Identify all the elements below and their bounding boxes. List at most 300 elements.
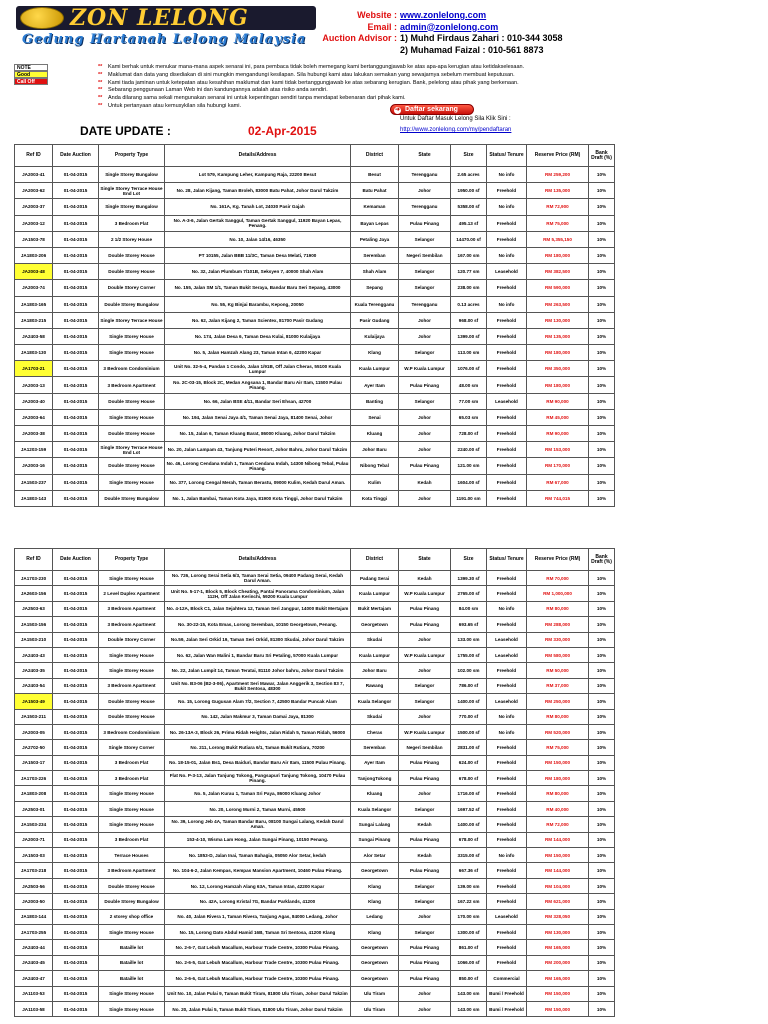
table-cell: 01-04-2015 — [53, 458, 99, 474]
table-cell: RM 144,000 — [527, 832, 589, 847]
table-cell: 01-04-2015 — [53, 264, 99, 280]
table-cell: Freehold — [487, 345, 527, 361]
table-cell: 10% — [589, 247, 615, 263]
table-cell: Freehold — [487, 312, 527, 328]
table-row[interactable] — [15, 755, 615, 770]
table-cell: 170.00 sm — [451, 909, 487, 924]
table-cell: Double Storey House — [99, 264, 165, 280]
table-cell: 10% — [589, 940, 615, 955]
table-cell: 10% — [589, 986, 615, 1001]
table-cell: Selangor — [399, 678, 451, 693]
column-header: Details/Address — [165, 145, 351, 167]
table-cell: RM 621,000 — [527, 894, 589, 909]
table-row[interactable] — [15, 740, 615, 755]
table-cell: No. 1, Jalan Bambai, Taman Kota Jaya, 81900 Kota Tinggi, Johor Darul Takzim — [165, 490, 351, 506]
table-cell: No. 20, Jalan Pulai 5, Taman Bukit Tiram, 81800 Ulu Tiram, Johor Darul Takzim — [165, 1001, 351, 1016]
table-cell: Single Storey House — [99, 328, 165, 344]
table-cell: 01-04-2015 — [53, 199, 99, 215]
table-cell: No. 104-6-2, Jalan Kempas, Kempas Mansion Apartment, 10460 Pulau Pinang. — [165, 863, 351, 878]
table-cell: Terrace Houses — [99, 848, 165, 863]
table-cell: RM 150,000 — [527, 1001, 589, 1016]
table-cell: Single Storey House — [99, 786, 165, 801]
column-header: Reserve Price (RM) — [527, 145, 589, 167]
column-header: Status/ Tenure — [487, 549, 527, 571]
table-row[interactable] — [15, 786, 615, 801]
table-row[interactable] — [15, 632, 615, 647]
table-row[interactable] — [15, 490, 615, 506]
table-cell: 48.00 sm — [451, 377, 487, 393]
table-cell: 1697.52 sf — [451, 801, 487, 816]
table-cell: 10% — [589, 328, 615, 344]
table-cell: Seremban — [351, 740, 399, 755]
table-cell: JA2503-63 — [15, 601, 53, 616]
table-row[interactable] — [15, 724, 615, 739]
table-cell: Single Storey House — [99, 409, 165, 425]
table-cell: No. 5, Jalan Hamzah Alang 23, Taman Intan 6, 42200 Kapar — [165, 345, 351, 361]
table-row[interactable] — [15, 647, 615, 662]
table-cell: 01-04-2015 — [53, 328, 99, 344]
table-row[interactable] — [15, 442, 615, 458]
table-cell: 10% — [589, 393, 615, 409]
table-row[interactable] — [15, 601, 615, 616]
table-cell: 120.77 sm — [451, 264, 487, 280]
table-cell: Freehold — [487, 361, 527, 377]
table-cell: Freehold — [487, 183, 527, 199]
email-link[interactable]: admin@zonlelong.com — [400, 21, 499, 32]
table-cell: 238.00 sm — [451, 280, 487, 296]
table-cell: Double Storey House — [99, 709, 165, 724]
table-cell: 01-04-2015 — [53, 601, 99, 616]
table-cell: 3 Bedroom Flat — [99, 215, 165, 231]
table-cell: Georgetown — [351, 940, 399, 955]
table-cell: Kuala Lumpur — [351, 647, 399, 662]
table-cell: Double Storey Bungalow — [99, 894, 165, 909]
table-row[interactable] — [15, 328, 615, 344]
table-row[interactable] — [15, 586, 615, 601]
legend-good: Good — [14, 71, 48, 78]
table-row[interactable] — [15, 848, 615, 863]
table-cell: 10% — [589, 377, 615, 393]
table-cell: JA2403-35 — [15, 663, 53, 678]
table-cell: No. 726, Lorong Serai Setia 6/3, Taman Serai Setia, 09400 Padang Serai, Kedah Darul Aman. — [165, 571, 351, 586]
table-row[interactable] — [15, 215, 615, 231]
table-cell: JA2003-40 — [15, 393, 53, 409]
table-cell: No. 15, Lorong Gugusan Alam 7/2, Section 7, 42500 Bandar Puncak Alam — [165, 694, 351, 709]
daftar-label: Daftar sekarang — [405, 106, 458, 113]
table-cell: Single Storey House — [99, 345, 165, 361]
table-cell: Shah Alam — [351, 264, 399, 280]
table-cell: 1755.00 sf — [451, 647, 487, 662]
table-cell: 786.00 sf — [451, 678, 487, 693]
note-item — [98, 80, 768, 88]
table-cell: 143.00 sm — [451, 1001, 487, 1016]
table-cell: 01-04-2015 — [53, 617, 99, 632]
table-cell: JA1503-17 — [15, 755, 53, 770]
table-cell: RM 80,000 — [527, 601, 589, 616]
table-cell: 01-04-2015 — [53, 724, 99, 739]
table-cell: JA2003-50 — [15, 894, 53, 909]
table-cell: 3315.00 sf — [451, 848, 487, 863]
table-cell: Nibong Tebal — [351, 458, 399, 474]
table-cell: Kuala Selangor — [351, 801, 399, 816]
table-row[interactable] — [15, 955, 615, 970]
legend — [14, 64, 48, 85]
table-cell: RM 288,000 — [527, 617, 589, 632]
table-cell: 01-04-2015 — [53, 955, 99, 970]
table-cell: Lot 579, Kampung Leher, Kampung Raja, 22200 Besut — [165, 167, 351, 183]
table-row[interactable] — [15, 663, 615, 678]
table-cell: Johor — [399, 490, 451, 506]
table-row[interactable] — [15, 377, 615, 393]
table-cell: 01-04-2015 — [53, 312, 99, 328]
table-row[interactable] — [15, 709, 615, 724]
table-cell: No. 46, Lorong Cendana Indah 1, Taman Cendana Indah, 14300 Nibong Tebal, Pulau Pinang. — [165, 458, 351, 474]
table-row[interactable] — [15, 894, 615, 909]
table-row[interactable] — [15, 264, 615, 280]
table-cell: Pulau Pinang — [399, 955, 451, 970]
table-cell: RM 259,200 — [527, 167, 589, 183]
table-row[interactable] — [15, 345, 615, 361]
table-row[interactable] — [15, 801, 615, 816]
table-cell: W.P Kuala Lumpur — [399, 724, 451, 739]
table-cell: W.P Kuala Lumpur — [399, 586, 451, 601]
table-row[interactable] — [15, 771, 615, 786]
table-cell: No info — [487, 296, 527, 312]
table-cell: RM 144,000 — [527, 863, 589, 878]
table-cell: No. 66, Jalan BSE 4/11, Bandar Seri Ehsan, 42700 — [165, 393, 351, 409]
table-cell: 167.22 sm — [451, 894, 487, 909]
table-cell: JA2003-48 — [15, 264, 53, 280]
table-cell: Ulu Tiram — [351, 1001, 399, 1016]
table-cell: Single Storey Bungalow — [99, 199, 165, 215]
table-cell: Negeri Sembilan — [399, 740, 451, 755]
table-cell: 10% — [589, 571, 615, 586]
table-cell: Terengganu — [399, 199, 451, 215]
table-cell: Freehold — [487, 663, 527, 678]
table-cell: 10% — [589, 409, 615, 425]
table-cell: 01-04-2015 — [53, 678, 99, 693]
table-cell: Klang — [351, 924, 399, 939]
table-cell: 10% — [589, 801, 615, 816]
table-cell: RM 330,000 — [527, 632, 589, 647]
table-cell: 14470.00 sf — [451, 231, 487, 247]
table-cell: Freehold — [487, 755, 527, 770]
table-row[interactable] — [15, 817, 615, 832]
table-cell: No. 18-15-01, Jalan Bs1, Desa Baiduri, Bandar Baru Air Itam, 11500 Pulau Pinang. — [165, 755, 351, 770]
table-row[interactable] — [15, 280, 615, 296]
table-cell: Selangor — [399, 878, 451, 893]
table-cell: JA1803-206 — [15, 247, 53, 263]
table-cell: 3 Bedroom Apartment — [99, 601, 165, 616]
table-row[interactable] — [15, 183, 615, 199]
table-row[interactable] — [15, 940, 615, 955]
table-row[interactable] — [15, 971, 615, 986]
register-link[interactable]: http://www.zonlelong.com/my/pendaftaran — [400, 127, 512, 133]
column-header: Status/ Tenure — [487, 145, 527, 167]
table-cell: Ulu Tiram — [351, 986, 399, 1001]
email-label: Email : — [367, 21, 397, 32]
table-cell: RM 130,000 — [527, 312, 589, 328]
table-cell: No. 12, Lorong Hamzah Alang 63A, Taman Intan, 42200 Kapar — [165, 878, 351, 893]
table-cell: Pulau Pinang — [399, 755, 451, 770]
table-cell: RM 180,000 — [527, 377, 589, 393]
table-cell: RM 590,000 — [527, 280, 589, 296]
table-cell: Single Storey Bungalow — [99, 167, 165, 183]
table-cell: Double Storey House — [99, 426, 165, 442]
table-row[interactable] — [15, 571, 615, 586]
table-cell: Sungai Pinang — [351, 832, 399, 847]
table-row[interactable] — [15, 296, 615, 312]
table-cell: RM 250,000 — [527, 694, 589, 709]
table-cell: Johor — [399, 663, 451, 678]
table-cell: 01-04-2015 — [53, 490, 99, 506]
table-cell: 1500.00 sf — [451, 724, 487, 739]
table-cell: RM 37,000 — [527, 678, 589, 693]
table-cell: 102.00 sm — [451, 663, 487, 678]
table-cell: 01-04-2015 — [53, 848, 99, 863]
table-cell: Kulim — [351, 474, 399, 490]
table-cell: JA2503-01 — [15, 801, 53, 816]
table-cell: Klang — [351, 345, 399, 361]
table-cell: Freehold — [487, 409, 527, 425]
table-cell: Freehold — [487, 280, 527, 296]
table-cell: Johor — [399, 632, 451, 647]
table-cell: 10% — [589, 474, 615, 490]
column-header: State — [399, 145, 451, 167]
zon-lelong-logo — [16, 6, 336, 50]
table-cell: Freehold — [487, 940, 527, 955]
table-row[interactable] — [15, 361, 615, 377]
table-cell: Johor — [399, 442, 451, 458]
table-cell: 113.00 sm — [451, 345, 487, 361]
table-cell: 678.00 sf — [451, 771, 487, 786]
table-cell: Double Storey Bungalow — [99, 296, 165, 312]
table-row[interactable] — [15, 878, 615, 893]
table-cell: Freehold — [487, 617, 527, 632]
table-cell: JA1703-218 — [15, 863, 53, 878]
table-cell: 10% — [589, 458, 615, 474]
table-cell: 10% — [589, 312, 615, 328]
table-row[interactable] — [15, 678, 615, 693]
table-cell: Johor — [399, 1001, 451, 1016]
table-cell: Freehold — [487, 801, 527, 816]
table-cell: No. 42A, Lorong Kristal 7G, Bandar Parklands, 41200 — [165, 894, 351, 909]
bullet-icon: ** — [98, 79, 103, 86]
column-header: Bank Draft (%) — [589, 549, 615, 571]
table-cell: 10% — [589, 632, 615, 647]
table-cell: RM 50,000 — [527, 663, 589, 678]
table-cell: 01-04-2015 — [53, 755, 99, 770]
table-cell: 10% — [589, 878, 615, 893]
table-cell: Freehold — [487, 924, 527, 939]
table-cell: Johor — [399, 786, 451, 801]
table-cell: No. 62, Jalan Wan Malini 1, Bandar Baru Sri Petaling, 57000 Kuala Lumpur — [165, 647, 351, 662]
table-cell: Single Storey House — [99, 647, 165, 662]
table-cell: Freehold — [487, 474, 527, 490]
bullet-icon: ** — [98, 87, 103, 94]
table-cell: 693.65 sf — [451, 617, 487, 632]
table-cell: No. 1853-D, Jalan Inai, Taman Bahagia, 05050 Alor Setar, kedah — [165, 848, 351, 863]
table-cell: No info — [487, 601, 527, 616]
table-cell: RM 67,000 — [527, 474, 589, 490]
table-cell: Kuala Terengganu — [351, 296, 399, 312]
table-cell: RM 350,000 — [527, 361, 589, 377]
table-cell: No. 28, Jalan Kijang, Taman Broleh, 83000 Batu Pahat, Johor Darul Takzim — [165, 183, 351, 199]
table-row[interactable] — [15, 458, 615, 474]
table-cell: 3 Bedroom Flat — [99, 771, 165, 786]
website-link[interactable]: www.zonlelong.com — [400, 10, 487, 20]
table-cell: 01-04-2015 — [53, 740, 99, 755]
table-cell: 10% — [589, 426, 615, 442]
table-cell: 10% — [589, 647, 615, 662]
table-cell: 10% — [589, 817, 615, 832]
table-cell: Selangor — [399, 345, 451, 361]
column-header: Size — [451, 145, 487, 167]
logo-title: ZON LELONG — [70, 5, 249, 31]
column-header: Date Auction — [53, 549, 99, 571]
table-cell: Banting — [351, 393, 399, 409]
table-cell: 01-04-2015 — [53, 586, 99, 601]
table-cell: Freehold — [487, 832, 527, 847]
table-cell: Flat No. P-3-13, Jalan Tanjung Tokong, Pangsapuri Tanjung Tokong, 10470 Pulau Pinang. — [165, 771, 351, 786]
note-text: Anda dilarang sama sekali mengunakan senarai ini untuk kepentingan sendiri tanpa mendapat kebenaran dari pihak kami. — [108, 95, 406, 102]
table-row[interactable] — [15, 247, 615, 263]
website-label: Website : — [357, 10, 397, 20]
bullet-icon: ** — [98, 71, 103, 78]
table-cell: JA2403-43 — [15, 647, 53, 662]
column-header: Ref ID — [15, 549, 53, 571]
table-cell: 84.00 sm — [451, 601, 487, 616]
table-cell: Petaling Jaya — [351, 231, 399, 247]
table-cell: 01-04-2015 — [53, 215, 99, 231]
table-cell: JA1503-49 — [15, 694, 53, 709]
table-cell: RM 90,000 — [527, 393, 589, 409]
contact-info — [300, 10, 720, 56]
table-cell: Single Storey Terrace House End Lot — [99, 442, 165, 458]
table-cell: 10% — [589, 167, 615, 183]
column-header: Size — [451, 549, 487, 571]
table-cell: Kluang — [351, 786, 399, 801]
table-cell: Kedah — [399, 571, 451, 586]
date-update-value: 02-Apr-2015 — [248, 124, 317, 138]
table-cell: No. 22, Jalan Lumpit 14, Taman Teratai, 81110 Johor bahru, Johor Darul Takzim — [165, 663, 351, 678]
table-cell: JA1803-165 — [15, 296, 53, 312]
table-row[interactable] — [15, 694, 615, 709]
table-cell: JA2003-05 — [15, 724, 53, 739]
table-cell: 770.00 sf — [451, 709, 487, 724]
table-row[interactable] — [15, 1001, 615, 1016]
table-cell: 10% — [589, 832, 615, 847]
daftar-sekarang-button[interactable] — [390, 104, 474, 115]
table-cell: JA2003-38 — [15, 426, 53, 442]
table-cell: Cheras — [351, 724, 399, 739]
table-cell: 01-04-2015 — [53, 632, 99, 647]
table-cell: 1950.00 sf — [451, 183, 487, 199]
table-cell: RM 75,000 — [527, 215, 589, 231]
table-row[interactable] — [15, 832, 615, 847]
table-row[interactable] — [15, 312, 615, 328]
table-cell: 3 Bedroom Flat — [99, 755, 165, 770]
table-cell: 678.00 sf — [451, 832, 487, 847]
table-cell: Bayan Lepas — [351, 215, 399, 231]
table-row[interactable] — [15, 924, 615, 939]
table-cell: Pasir Gudang — [351, 312, 399, 328]
table-cell: Pulau Pinang — [399, 458, 451, 474]
table-cell: JA1503-234 — [15, 817, 53, 832]
table-cell: Kuala Lumpur — [351, 586, 399, 601]
table-row[interactable] — [15, 199, 615, 215]
table-cell: 10% — [589, 264, 615, 280]
advisor-2: 2) Muhamad Faizal : 010-561 8873 — [400, 44, 544, 55]
table-row[interactable] — [15, 231, 615, 247]
table-row[interactable] — [15, 617, 615, 632]
table-cell: Freehold — [487, 377, 527, 393]
table-row[interactable] — [15, 393, 615, 409]
table-cell: Single Storey House — [99, 817, 165, 832]
table-cell: JA1203-159 — [15, 442, 53, 458]
table-cell: 10% — [589, 740, 615, 755]
table-cell: No. 30-22-15, Kota Emas, Lorong Seremban, 10150 Georgetown, Penang. — [165, 617, 351, 632]
table-cell: 01-04-2015 — [53, 167, 99, 183]
table-cell: JA2403-58 — [15, 328, 53, 344]
table-cell: 01-04-2015 — [53, 571, 99, 586]
table-cell: Bataille lot — [99, 940, 165, 955]
table-row[interactable] — [15, 909, 615, 924]
table-cell: 10% — [589, 709, 615, 724]
table-cell: 1066.00 sf — [451, 955, 487, 970]
table-cell: Single Storey House — [99, 924, 165, 939]
table-cell: JA1803-130 — [15, 345, 53, 361]
table-cell: RM 1,000,000 — [527, 586, 589, 601]
table-row[interactable] — [15, 863, 615, 878]
table-cell: No. 2-6-6, Gat Lebuh Macallum, Harbour Trade Centre, 10300 Pulau Pinang. — [165, 971, 351, 986]
table-cell: Johor — [399, 426, 451, 442]
table-cell: 2 1/2 Storey House — [99, 231, 165, 247]
table-row[interactable] — [15, 474, 615, 490]
table-cell: 968.00 sf — [451, 312, 487, 328]
table-cell: Unit No. B3-06 (B2-3-06), Apartment Seri Mawar, Jalan Anggerik 3, Section 83 7, Bukit Sentosa, 48300 — [165, 678, 351, 693]
table-cell: Kota Tinggi — [351, 490, 399, 506]
table-row[interactable] — [15, 167, 615, 183]
table-cell: Besut — [351, 167, 399, 183]
table-cell: 01-04-2015 — [53, 296, 99, 312]
table-cell: 10% — [589, 345, 615, 361]
table-cell: 10% — [589, 199, 615, 215]
table-cell: 10% — [589, 296, 615, 312]
table-cell: Sungai Lalang — [351, 817, 399, 832]
table-cell: Alor Setar — [351, 848, 399, 863]
arrow-icon: ➜ — [394, 107, 401, 113]
table-row[interactable] — [15, 426, 615, 442]
table-cell: Single Storey House — [99, 801, 165, 816]
table-cell: 01-04-2015 — [53, 361, 99, 377]
table-cell: Selangor — [399, 231, 451, 247]
table-cell: 3 Bedroom Apartment — [99, 617, 165, 632]
table-row[interactable] — [15, 409, 615, 425]
table-cell: JA2003-12 — [15, 215, 53, 231]
table-cell: Selangor — [399, 280, 451, 296]
logo-emblem-icon — [20, 7, 64, 29]
table-cell: No. 32, Jalan Plumbum 7/101B, Seksyen 7, 40000 Shah Alam — [165, 264, 351, 280]
table-row[interactable] — [15, 986, 615, 1001]
table-cell: Freehold — [487, 586, 527, 601]
table-cell: JA2403-54 — [15, 678, 53, 693]
column-header: Property Type — [99, 145, 165, 167]
table-cell: 65.03 sm — [451, 409, 487, 425]
table-cell: Johor — [399, 986, 451, 1001]
table-cell: JA1503-210 — [15, 632, 53, 647]
column-header: State — [399, 549, 451, 571]
